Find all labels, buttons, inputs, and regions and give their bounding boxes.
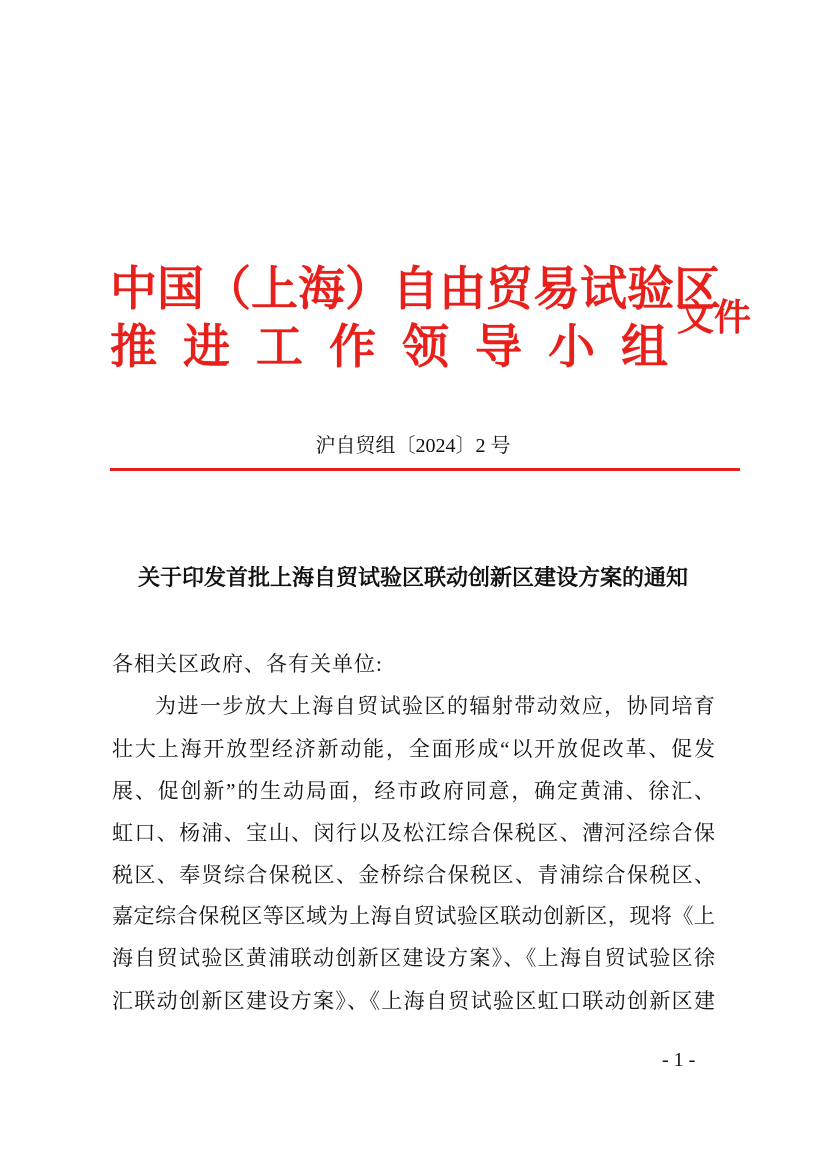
body-line: 为进一步放大上海自贸试验区的辐射带动效应，协同培育	[155, 694, 715, 718]
body-line: 壮大上海开放型经济新动能，全面形成“以开放促改革、促发	[112, 737, 715, 761]
body-line: 汇联动创新区建设方案》、《上海自贸试验区虹口联动创新区建	[112, 989, 715, 1013]
document-title: 关于印发首批上海自贸试验区联动创新区建设方案的通知	[137, 565, 688, 590]
salutation: 各相关区政府、各有关单位:	[112, 652, 383, 676]
body-line: 展、促创新”的生动局面，经市政府同意，确定黄浦、徐汇、	[112, 779, 715, 803]
document-number: 沪自贸组〔2024〕2 号	[315, 435, 511, 457]
issuer-name-line1: 中国（上海）自由贸易试验区	[110, 264, 721, 316]
body-line: 嘉定综合保税区等区域为上海自贸试验区联动创新区，现将《上	[112, 904, 715, 928]
body-line: 税区、奉贤综合保税区、金桥综合保税区、青浦综合保税区、	[112, 863, 715, 887]
document-suffix: 文件	[677, 298, 751, 339]
body-line: 海自贸试验区黄浦联动创新区建设方案》、《上海自贸试验区徐	[112, 946, 715, 970]
page-number: - 1 -	[662, 1049, 696, 1071]
body-line: 虹口、杨浦、宝山、闵行以及松江综合保税区、漕河泾综合保	[112, 821, 715, 845]
issuer-name-line2: 推 进 工 作 领 导 小 组	[110, 322, 668, 374]
red-divider	[110, 468, 740, 471]
